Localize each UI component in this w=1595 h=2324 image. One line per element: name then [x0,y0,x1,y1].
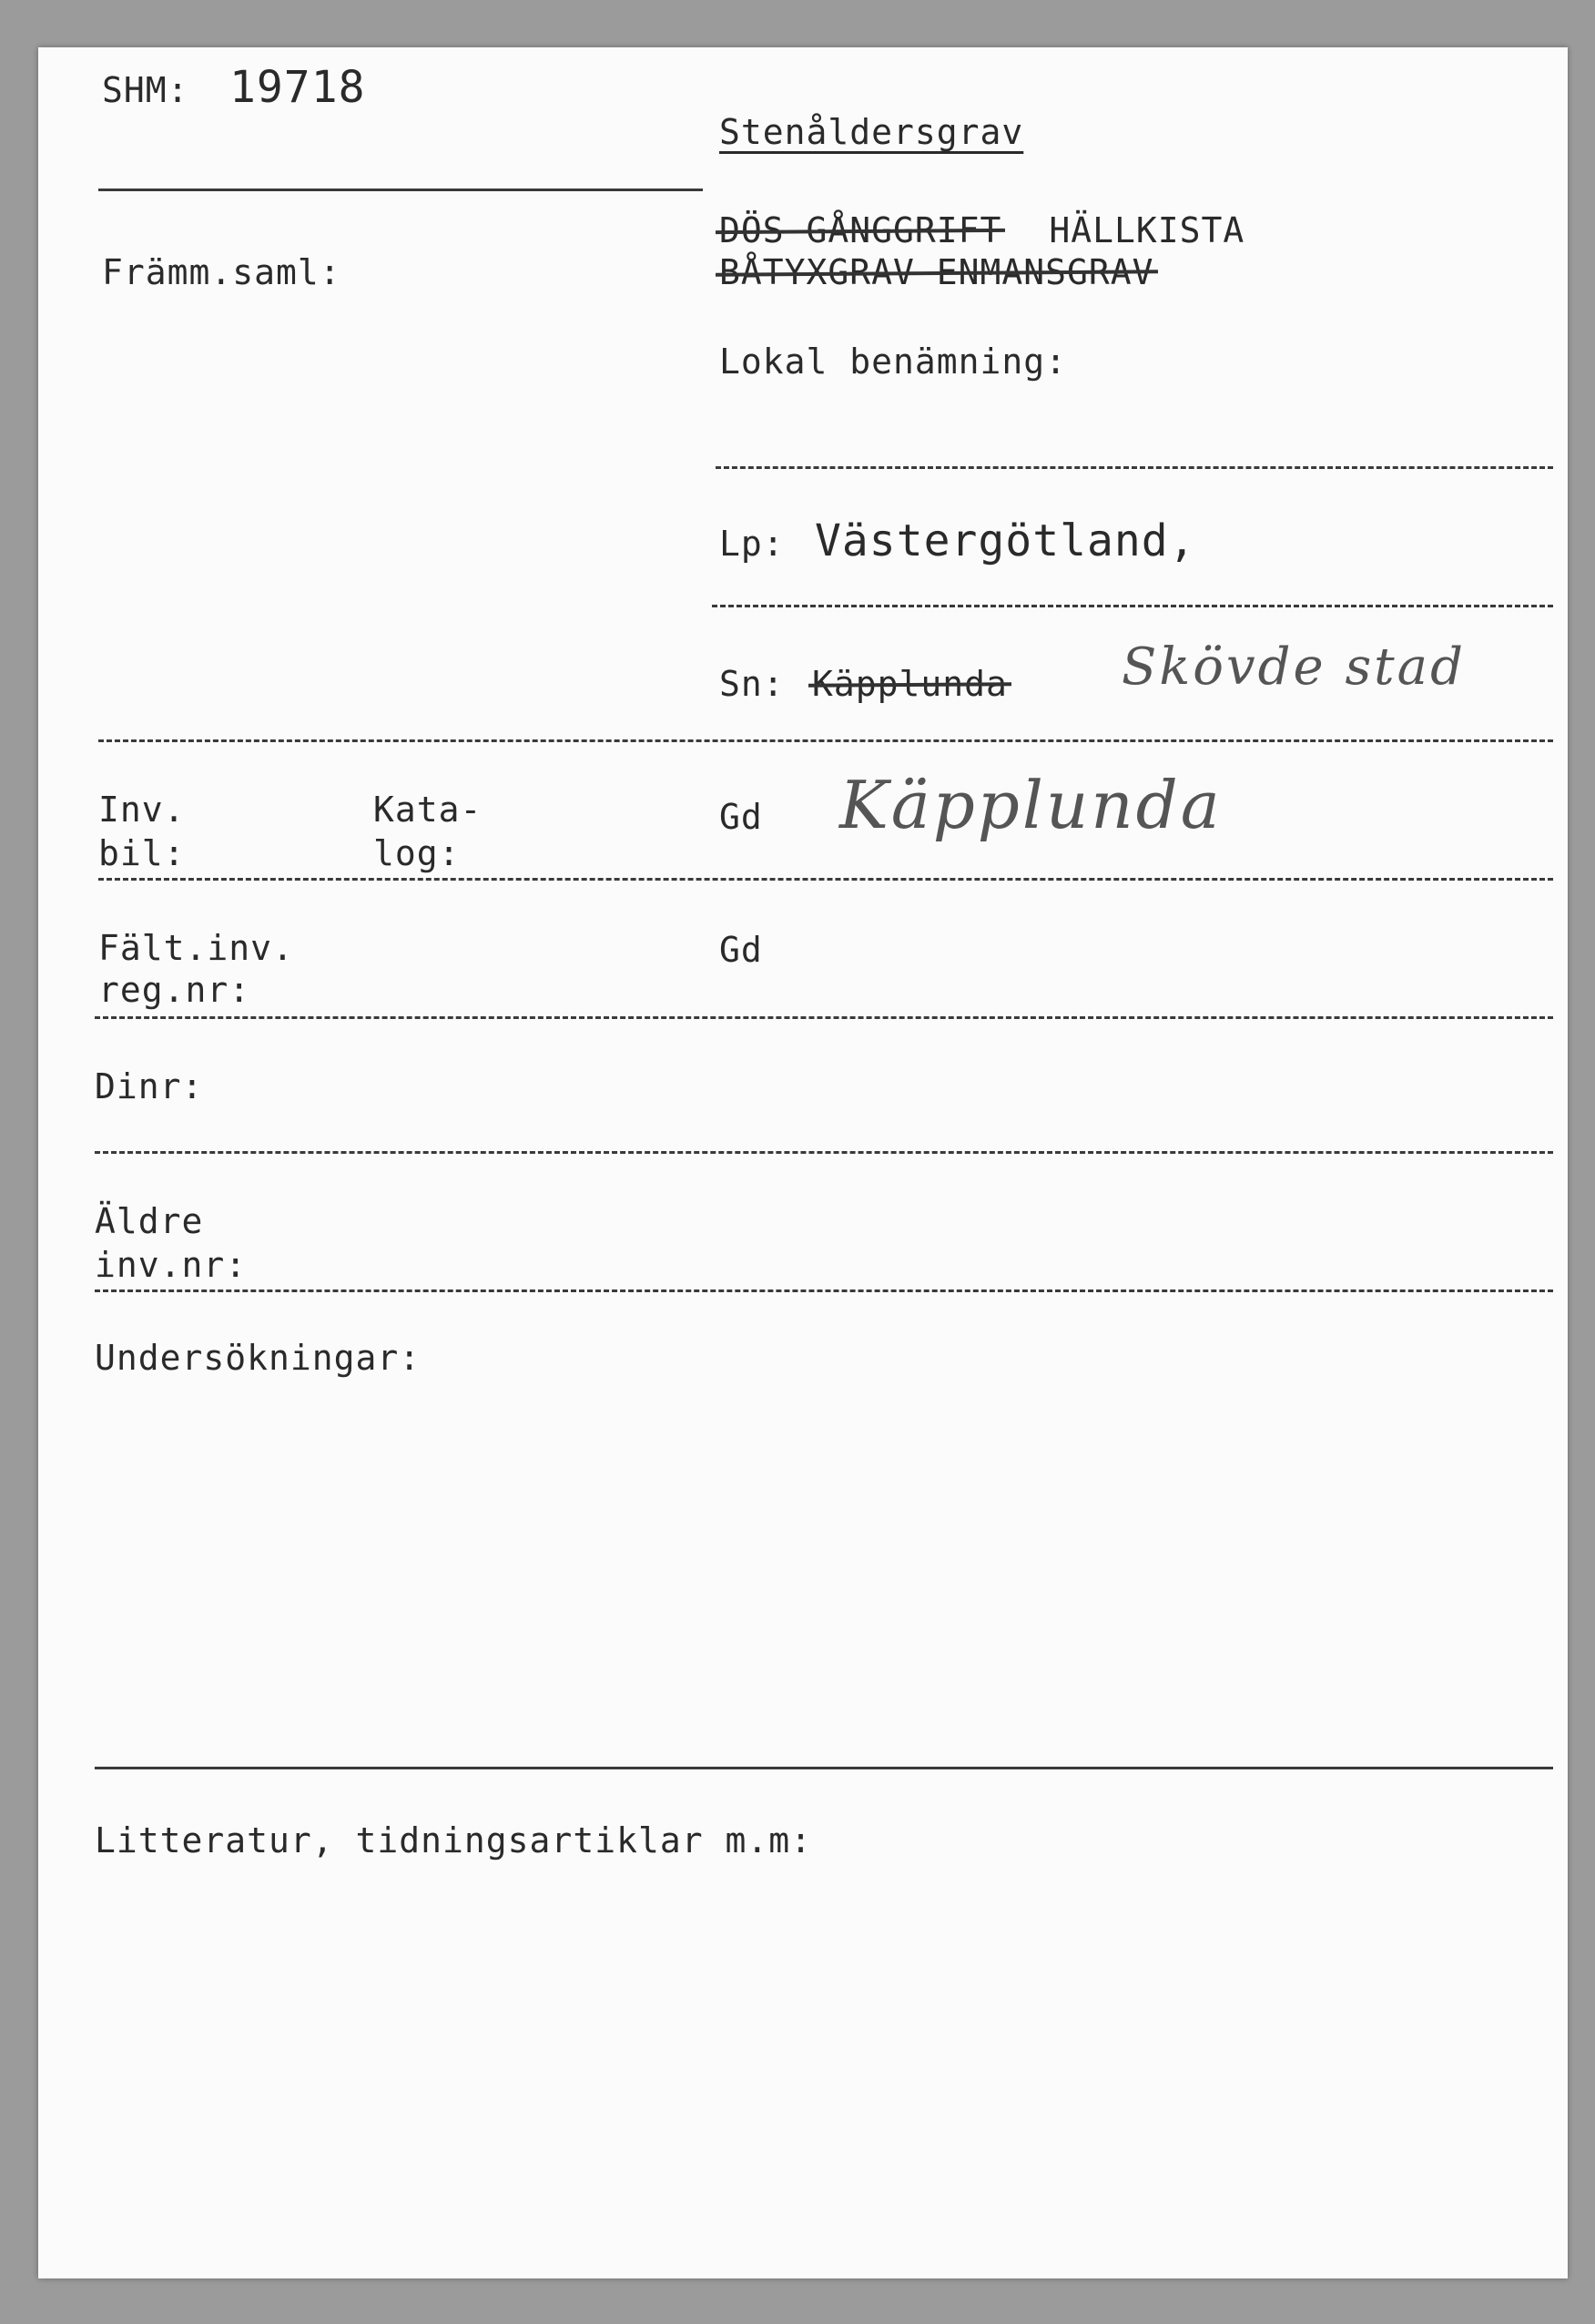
katalog-label-1: Kata- [373,790,483,830]
kept-type: HÄLLKISTA [1049,210,1245,250]
inv-label-1: Inv. [98,790,186,830]
lp-rule [712,605,1553,607]
shm-number: 19718 [229,62,366,113]
sn-struck-parish: Käpplunda [812,664,1008,704]
section-rule-5 [95,1289,1553,1292]
struck-types-2: BÅTYXGRAV ENMANSGRAV [719,252,1154,292]
gd1-handwritten: Käpplunda [839,767,1223,843]
aldre-label-2: inv.nr: [95,1245,248,1285]
section-rule-2 [98,878,1553,881]
section-rule-6 [95,1767,1553,1769]
katalog-label-2: log: [373,833,461,873]
undersokningar-label: Undersökningar: [95,1338,422,1378]
shm-label: SHM: [102,70,189,110]
gd2-label: Gd [719,930,763,970]
falt-label-2: reg.nr: [98,970,251,1010]
inv-label-2: bil: [98,833,186,873]
lp-value: Västergötland, [815,515,1196,566]
aldre-label-1: Äldre [95,1201,204,1241]
section-rule-3 [95,1016,1553,1019]
lokal-label: Lokal benämning: [719,341,1068,382]
section-rule-4 [95,1151,1553,1154]
shm-rule [98,189,703,191]
sn-handwritten: Skövde stad [1122,637,1466,697]
section-rule-1 [98,739,1553,742]
types-line-1 [719,210,1245,250]
lokal-rule [716,466,1553,469]
litteratur-label: Litteratur, tidningsartiklar m.m: [95,1820,812,1860]
dinr-label: Dinr: [95,1066,204,1106]
falt-label-1: Fält.inv. [98,928,294,968]
lp-label: Lp: [719,524,785,564]
gd1-label: Gd [719,797,763,837]
struck-types-1: DÖS GÅNGGRIFT [719,210,1002,250]
category-title: Stenåldersgrav [719,112,1024,152]
sn-label: Sn: [719,664,785,704]
types-line-2 [719,252,1154,292]
framm-saml-label: Främm.saml: [102,252,341,292]
catalog-card [38,47,1568,2278]
